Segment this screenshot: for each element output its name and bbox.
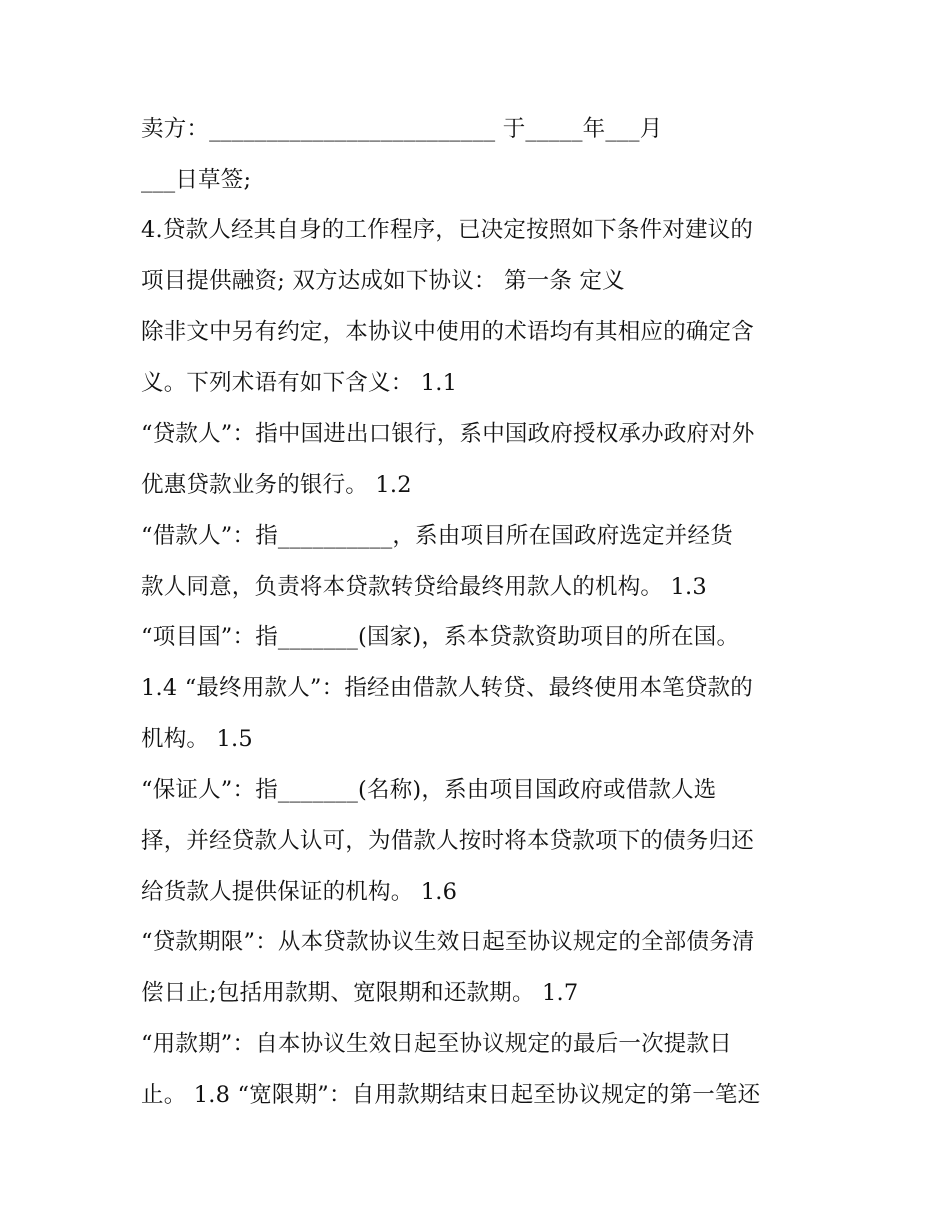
text-line: 4.贷款人经其自身的工作程序，已决定按照如下条件对建议的 — [141, 217, 754, 243]
text-line: 偿日止;包括用款期、宽限期和还款期。 1.7 — [141, 980, 579, 1006]
text-line: “保证人”：指_______(名称)，系由项目国政府或借款人选 — [141, 777, 717, 803]
text-line: 择，并经贷款人认可，为借款人按时将本贷款项下的债务归还 — [141, 828, 754, 854]
text-line: 给货款人提供保证的机构。 1.6 — [141, 879, 458, 905]
text-line: 除非文中另有约定，本协议中使用的术语均有其相应的确定含 — [141, 319, 754, 345]
text-line: 1.4 “最终用款人”：指经由借款人转贷、最终使用本笔贷款的 — [141, 675, 753, 701]
text-line: “贷款期限”：从本贷款协议生效日起至协议规定的全部债务清 — [141, 929, 755, 955]
text-line: 优惠贷款业务的银行。 1.2 — [141, 472, 412, 498]
text-line: “贷款人”：指中国进出口银行，系中国政府授权承办政府对外 — [141, 421, 755, 447]
text-line: 机构。 1.5 — [141, 726, 253, 752]
text-line: 止。 1.8 “宽限期”：自用款期结束日起至协议规定的第一笔还 — [141, 1082, 761, 1108]
text-line: “用款期”：自本协议生效日起至协议规定的最后一次提款日 — [141, 1031, 732, 1057]
text-line: “项目国”：指_______(国家)，系本贷款资助项目的所在国。 — [141, 624, 740, 650]
text-line: 款人同意，负责将本贷款转贷给最终用款人的机构。 1.3 — [141, 574, 707, 600]
text-line: 项目提供融资; 双方达成如下协议： 第一条 定义 — [141, 268, 625, 294]
text-line: 卖方：_________________________ 于_____年___月 — [141, 116, 663, 142]
text-line: ___日草签; — [141, 167, 252, 193]
text-line: 义。下列术语有如下含义： 1.1 — [141, 370, 458, 396]
text-line: “借款人”：指__________，系由项目所在国政府选定并经货 — [141, 523, 733, 549]
